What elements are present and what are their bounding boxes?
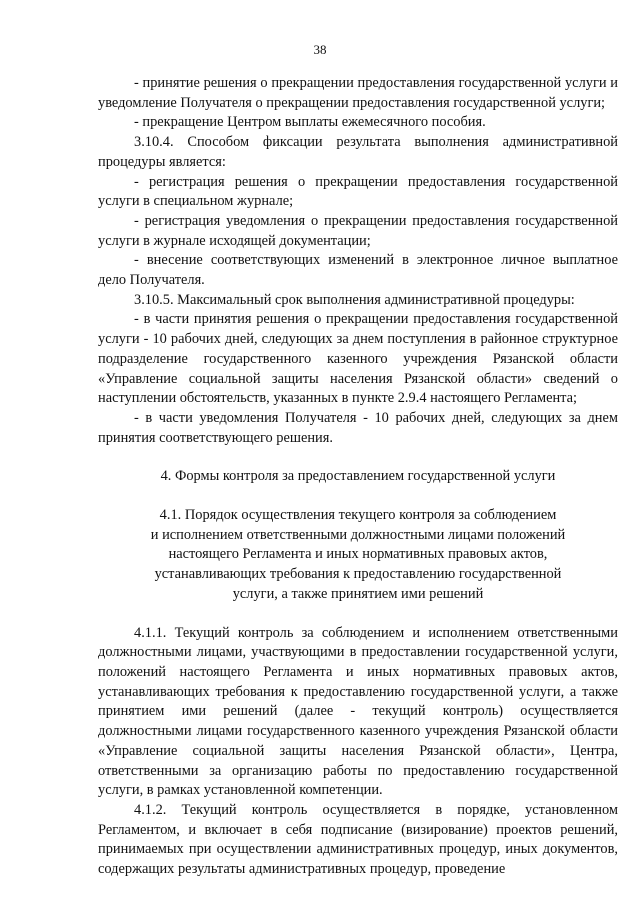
paragraph-4-1-2: 4.1.2. Текущий контроль осуществляется в порядке, установленном Регламентом, и включает в себя подписание (визирование) проектов решений, принимаемых при осуществлении административных процедур, иных документов, содержащих результаты административных процедур, проведение	[98, 801, 618, 878]
paragraph-3-10-4: 3.10.4. Способом фиксации результата выполнения административной процедуры является:	[98, 134, 618, 170]
paragraph-3-10-5: 3.10.5. Максимальный срок выполнения административной процедуры:	[134, 291, 575, 308]
paragraph-registration-notice: - регистрация уведомления о прекращении предоставления государственной услуги в журнале исходящей документации;	[98, 212, 618, 249]
paragraph-payment-termination: - прекращение Центром выплаты ежемесячного пособия.	[134, 114, 486, 131]
paragraph-registration-journal: - регистрация решения о прекращении предоставления государственной услуги в специальном журнале;	[98, 173, 618, 210]
section-title: 4. Формы контроля за предоставлением государственной услуги	[160, 468, 556, 485]
subsection-title-line: настоящего Регламента и иных нормативных правовых актов,	[168, 546, 548, 563]
paragraph-electronic-file: - внесение соответствующих изменений в электронное личное выплатное дело Получателя.	[98, 252, 618, 289]
paragraph-decision-termination: - принятие решения о прекращении предоставления государственной услуги и уведомление Получателя о прекращении предоставления государственной услуги;	[98, 75, 618, 111]
subsection-title	[98, 506, 618, 605]
subsection-title-line: и исполнением ответственными должностными лицами положений	[150, 526, 566, 543]
document-body	[98, 74, 618, 880]
page-number: 38	[313, 42, 327, 57]
subsection-title-line: 4.1. Порядок осуществления текущего контроля за соблюдением	[159, 507, 557, 524]
subsection-title-line: устанавливающих требования к предоставлению государственной	[154, 566, 562, 583]
paragraph-decision-term: - в части принятия решения о прекращении предоставления государственной услуги - 10 рабочих дней, следующих за днем поступления в районное структурное подразделение государственного казенного учреждения Рязанской области «Управление социальной защиты населения Рязанской области» сведений о наступлении обстоятельств, указанных в пункте 2.9.4 настоящего Регламента;	[98, 311, 618, 407]
paragraph-4-1-1: 4.1.1. Текущий контроль за соблюдением и исполнением ответственными должностными лицами, участвующими в предоставлении государственной услуги, положений настоящего Регламента и иных нормативных правовых актов, устанавливающих требования к предоставлению государственной услуги, а также принятием ими решений (далее - текущий контроль) осуществляется должностными лицами государственного казенного учреждения Рязанской области «Управление социальной защиты населения Рязанской области», Центра, ответственными за организацию работы по предоставлению государственной услуги, в рамках установленной компетенции.	[98, 624, 618, 799]
subsection-title-line: услуги, а также принятием ими решений	[232, 585, 484, 602]
paragraph-notice-term: - в части уведомления Получателя - 10 рабочих дней, следующих за днем принятия соответствующего решения.	[98, 409, 618, 446]
